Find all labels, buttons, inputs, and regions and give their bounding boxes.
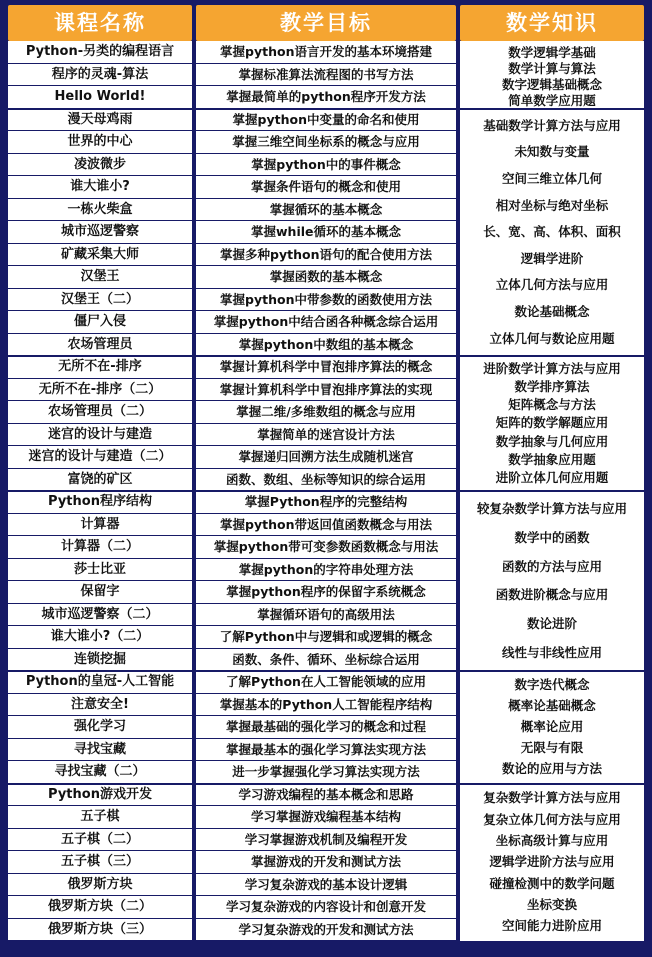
math-knowledge-item: 数学抽象应用题 — [508, 451, 596, 467]
math-knowledge-item: 相对坐标与绝对坐标 — [495, 197, 609, 213]
math-knowledge-cell — [460, 109, 644, 357]
course-name: 汉堡王 — [80, 269, 120, 284]
teaching-goal: 进一步掌握强化学习算法实现方法 — [232, 764, 420, 779]
teaching-goal: 掌握三维空间坐标系的概念与应用 — [232, 134, 420, 149]
course-name: 强化学习 — [73, 719, 126, 734]
table-row — [8, 401, 456, 424]
math-knowledge-item: 立体几何方法与应用 — [495, 277, 609, 293]
course-name: Python-另类的编程语言 — [25, 44, 175, 59]
course-name: 谁大谁小?（二） — [50, 629, 150, 644]
math-knowledge-item: 简单数学应用题 — [508, 93, 596, 108]
table-row — [8, 851, 456, 874]
table-row — [8, 289, 456, 312]
table-row — [8, 761, 456, 784]
course-name: 保留字 — [80, 584, 120, 599]
table-row — [8, 469, 456, 492]
teaching-goal: 掌握python中带参数的函数使用方法 — [220, 291, 432, 307]
teaching-goal: 了解Python中与逻辑和或逻辑的概念 — [219, 629, 433, 644]
course-name: 谁大谁小? — [70, 179, 130, 194]
table-row — [8, 559, 456, 582]
course-name: 一栋火柴盒 — [67, 201, 133, 217]
table-row — [8, 334, 456, 357]
math-knowledge-item: 空间三维立体几何 — [501, 171, 602, 187]
table-row — [8, 244, 456, 267]
teaching-goal: 掌握python带返回值函数概念与用法 — [220, 516, 432, 532]
math-knowledge-item: 数论的应用与方法 — [501, 761, 602, 776]
course-name: 注意安全! — [71, 696, 129, 712]
teaching-goal: 掌握python中变量的命名和使用 — [232, 111, 420, 127]
math-knowledge-item: 较复杂数学计算方法与应用 — [476, 501, 627, 517]
math-knowledge-item: 复杂数学计算方法与应用 — [483, 790, 621, 806]
teaching-goal: 了解Python在人工智能领域的应用 — [226, 674, 426, 689]
table-row — [8, 581, 456, 604]
course-name: 俄罗斯方块（二） — [47, 899, 152, 914]
course-name: 连锁挖掘 — [73, 651, 126, 667]
math-knowledge-item: 数学抽象与几何应用 — [495, 433, 609, 449]
math-knowledge-item: 空间能力进阶应用 — [501, 918, 602, 934]
math-knowledge-cell — [460, 356, 644, 491]
table-row — [8, 739, 456, 762]
table-row — [8, 491, 456, 514]
math-knowledge-item: 矩阵概念与方法 — [508, 397, 596, 413]
teaching-goal: 掌握python的字符串处理方法 — [238, 561, 414, 577]
table-row — [8, 514, 456, 537]
teaching-goal: 学习复杂游戏的开发和测试方法 — [238, 921, 414, 937]
table-row — [8, 626, 456, 649]
course-name: 世界的中心 — [67, 134, 133, 149]
math-knowledge-cell — [460, 491, 644, 671]
math-knowledge-item: 函数进阶概念与应用 — [495, 587, 609, 603]
course-name: 农场管理员（二） — [47, 404, 152, 419]
course-name: 漫天母鸡雨 — [67, 111, 133, 127]
course-name: 迷宫的设计与建造（二） — [28, 449, 172, 464]
table-row — [8, 919, 456, 942]
teaching-goal: 学习复杂游戏的内容设计和创意开发 — [225, 899, 426, 914]
math-knowledge-item: 数字逻辑基础概念 — [501, 77, 602, 92]
teaching-goal: 掌握递归回溯方法生成随机迷宫 — [238, 449, 414, 464]
course-name: 城市巡逻警察 — [60, 224, 139, 239]
course-name: 俄罗斯方块（三） — [47, 921, 152, 937]
teaching-goal: 掌握python程序的保留字系统概念 — [226, 584, 426, 599]
course-name: 无所不在-排序 — [58, 359, 142, 374]
table-row — [8, 424, 456, 447]
teaching-goal: 掌握二维/多维数组的概念与应用 — [236, 404, 416, 419]
teaching-goal: 掌握函数的基本概念 — [269, 269, 383, 284]
teaching-goal: 掌握计算机科学中冒泡排序算法的概念 — [219, 359, 433, 374]
math-knowledge-item: 数论基础概念 — [514, 304, 590, 320]
course-name: 俄罗斯方块 — [67, 876, 133, 892]
table-row — [8, 64, 456, 87]
table-row — [8, 446, 456, 469]
teaching-goal: 学习游戏编程的基本概念和思路 — [238, 786, 414, 802]
teaching-goal: 掌握基本的Python人工智能程序结构 — [219, 696, 433, 712]
header-teaching-goal: 教学目标 — [196, 5, 456, 41]
course-name: 凌波微步 — [73, 156, 126, 172]
math-knowledge-item: 无限与有限 — [520, 740, 584, 756]
table-row — [8, 671, 456, 694]
teaching-goal: 掌握最基础的强化学习的概念和过程 — [225, 719, 426, 734]
course-name: 五子棋（三） — [60, 854, 139, 869]
table-row — [8, 311, 456, 334]
table-row — [8, 379, 456, 402]
teaching-goal: 掌握Python程序的完整结构 — [244, 494, 408, 509]
math-knowledge-item: 数学排序算法 — [514, 379, 590, 395]
table-row — [8, 806, 456, 829]
teaching-goal: 掌握python中的事件概念 — [251, 156, 401, 172]
math-knowledge-item: 数字迭代概念 — [514, 677, 590, 693]
math-knowledge-item: 数论进阶 — [526, 615, 577, 631]
course-name: Python程序结构 — [48, 494, 152, 509]
teaching-goal: 掌握循环语句的高级用法 — [257, 606, 395, 622]
course-name: 寻找宝藏 — [73, 741, 126, 757]
course-name: Hello World! — [54, 89, 146, 104]
math-knowledge-item: 坐标高级计算与应用 — [495, 832, 609, 848]
course-name: 莎士比亚 — [73, 561, 126, 577]
course-name: 五子棋 — [80, 809, 120, 824]
math-knowledge-item: 未知数与变量 — [514, 144, 590, 160]
table-row — [8, 356, 456, 379]
math-knowledge-item: 碰撞检测中的数学问题 — [489, 875, 615, 891]
math-knowledge-item: 进阶数学计算方法与应用 — [483, 361, 621, 377]
course-name: 无所不在-排序（二） — [38, 381, 162, 397]
math-knowledge-item: 坐标变换 — [526, 896, 577, 912]
table-row — [8, 649, 456, 672]
course-name: Python的皇冠-人工智能 — [25, 674, 175, 689]
table-row — [8, 86, 456, 109]
curriculum-table — [8, 41, 644, 941]
header-math-knowledge: 数学知识 — [460, 5, 644, 41]
table-row — [8, 829, 456, 852]
table-row — [8, 221, 456, 244]
table-row — [8, 266, 456, 289]
table-row — [8, 536, 456, 559]
math-knowledge-item: 复杂立体几何方法与应用 — [483, 811, 621, 827]
header-course-name: 课程名称 — [8, 5, 192, 41]
math-knowledge-item: 数学逻辑学基础 — [508, 45, 596, 60]
math-knowledge-item: 矩阵的数学解题应用 — [495, 415, 609, 431]
table-row — [8, 604, 456, 627]
teaching-goal: 掌握python中数组的基本概念 — [238, 336, 414, 352]
course-name: 程序的灵魂-算法 — [51, 66, 149, 82]
course-name: Python游戏开发 — [48, 786, 152, 802]
math-knowledge-cell — [460, 41, 644, 109]
course-name: 农场管理员 — [67, 336, 133, 352]
teaching-goal: 掌握python语言开发的基本环境搭建 — [220, 44, 432, 59]
math-knowledge-item: 函数的方法与应用 — [501, 558, 602, 574]
teaching-goal: 掌握标准算法流程图的书写方法 — [238, 66, 414, 82]
teaching-goal: 掌握最基本的强化学习算法实现方法 — [225, 741, 426, 757]
course-name: 迷宫的设计与建造 — [47, 426, 152, 442]
course-name: 计算器（二） — [60, 539, 139, 554]
teaching-goal: 掌握python带可变参数函数概念与用法 — [213, 539, 439, 554]
math-knowledge-item: 逻辑学进阶 — [520, 250, 584, 266]
math-knowledge-item: 基础数学计算方法与应用 — [483, 117, 621, 133]
teaching-goal: 掌握while循环的基本概念 — [251, 224, 401, 239]
teaching-goal: 学习掌握游戏机制及编程开发 — [244, 831, 408, 847]
table-row — [8, 41, 456, 64]
table-row — [8, 176, 456, 199]
course-name: 计算器 — [80, 516, 120, 532]
course-name: 富饶的矿区 — [67, 471, 133, 487]
math-knowledge-item: 数学中的函数 — [514, 529, 590, 545]
table-row — [8, 109, 456, 132]
table-row — [8, 896, 456, 919]
table-row — [8, 154, 456, 177]
table-row — [8, 199, 456, 222]
teaching-goal: 学习掌握游戏编程基本结构 — [250, 809, 401, 824]
teaching-goal: 学习复杂游戏的基本设计逻辑 — [244, 876, 408, 892]
course-name: 寻找宝藏（二） — [54, 764, 146, 779]
math-knowledge-item: 概率论基础概念 — [508, 698, 596, 714]
teaching-goal: 掌握游戏的开发和测试方法 — [250, 854, 401, 869]
course-name: 矿藏采集大师 — [60, 246, 139, 262]
teaching-goal: 函数、数组、坐标等知识的综合运用 — [225, 471, 426, 487]
math-knowledge-item: 进阶立体几何应用题 — [495, 469, 609, 485]
teaching-goal: 掌握python中结合函各种概念综合运用 — [213, 314, 439, 329]
math-knowledge-item: 概率论应用 — [520, 719, 584, 735]
course-name: 城市巡逻警察（二） — [41, 606, 159, 622]
course-name: 汉堡王（二） — [60, 291, 139, 307]
math-knowledge-cell — [460, 671, 644, 784]
table-header — [8, 5, 644, 41]
teaching-goal: 掌握最简单的python程序开发方法 — [226, 89, 426, 104]
math-knowledge-item: 线性与非线性应用 — [501, 644, 602, 660]
course-name: 五子棋（二） — [60, 831, 139, 847]
teaching-goal: 掌握多种python语句的配合使用方法 — [220, 246, 432, 262]
table-row — [8, 131, 456, 154]
teaching-goal: 掌握条件语句的概念和使用 — [250, 179, 401, 194]
math-knowledge-cell — [460, 784, 644, 942]
math-knowledge-item: 立体几何与数论应用题 — [489, 330, 615, 346]
math-knowledge-item: 数学计算与算法 — [508, 61, 596, 76]
table-row — [8, 716, 456, 739]
teaching-goal: 掌握计算机科学中冒泡排序算法的实现 — [219, 381, 433, 397]
teaching-goal: 掌握循环的基本概念 — [269, 201, 383, 217]
math-knowledge-item: 长、宽、高、体积、面积 — [483, 224, 621, 240]
teaching-goal: 函数、条件、循环、坐标综合运用 — [232, 651, 420, 667]
table-row — [8, 694, 456, 717]
teaching-goal: 掌握简单的迷宫设计方法 — [257, 426, 395, 442]
course-name: 僵尸入侵 — [73, 314, 126, 329]
table-row — [8, 784, 456, 807]
math-knowledge-item: 逻辑学进阶方法与应用 — [489, 854, 615, 870]
table-row — [8, 874, 456, 897]
